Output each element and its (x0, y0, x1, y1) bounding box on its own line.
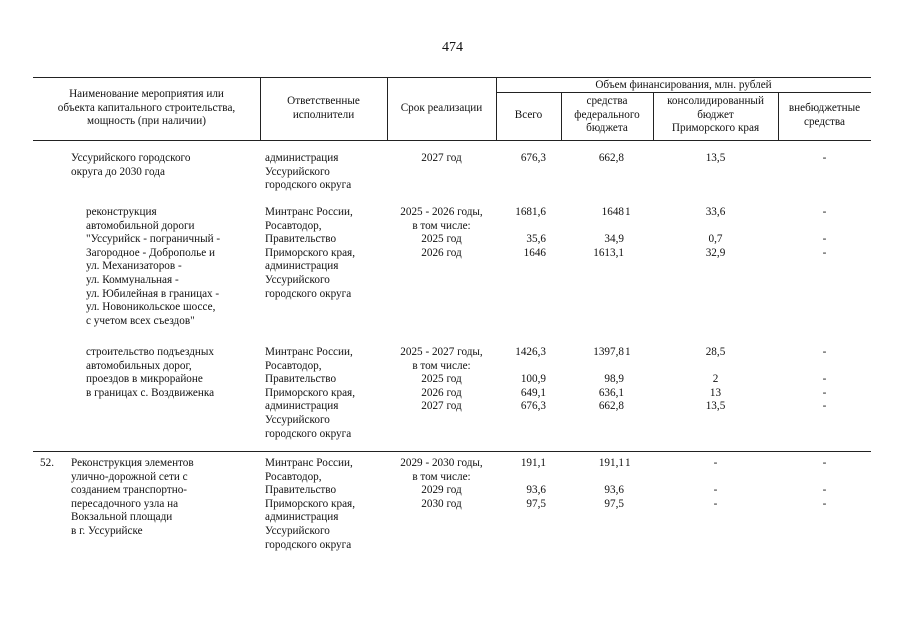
row-3-federal-footnote: 1 (625, 457, 631, 469)
row-2-name: строительство подъездных автомобильных дорог, проездов в микрорайоне в границах с. Воздвиженка (86, 346, 215, 399)
row-1-federal: 1648 34,9 1613,1 (593, 206, 624, 259)
row-2-extrabudget: - - - - (822, 346, 827, 413)
header-federal-column: средства федерального бюджета (574, 95, 640, 135)
header-extrabudget-column: внебюджетные средства (788, 102, 861, 128)
header-bottom-rule (33, 140, 871, 141)
header-financing-group: Объем финансирования, млн. рублей (595, 79, 772, 91)
row-1-federal-footnote: 1 (625, 206, 631, 218)
row-3-extrabudget: - - - (822, 457, 827, 510)
header-top-rule (33, 77, 871, 78)
row-1-extrabudget: - - - (822, 206, 827, 259)
header-total-column: Всего (514, 109, 543, 121)
row-2-federal-footnote: 1 (625, 346, 631, 358)
row-1-total: 1681,6 35,6 1646 (515, 206, 546, 259)
row-2-responsible: Минтранс России, Росавтодор, Правительство Приморского края, администрация Уссурийского городского округа (265, 346, 355, 440)
row-2-federal: 1397,8 98,9 636,1 662,8 (593, 346, 624, 413)
row-2-term: 2025 - 2027 годы, в том числе: 2025 год 2026 год 2027 год (400, 346, 483, 413)
row-0-total: 676,3 (520, 152, 546, 164)
row-1-responsible: Минтранс России, Росавтодор, Правительство Приморского края, администрация Уссурийского городского округа (265, 206, 355, 300)
row-0-federal: 662,8 (598, 152, 624, 164)
row-0-responsible: администрация Уссурийского городского округа (265, 152, 352, 192)
row-3-total: 191,1 93,6 97,5 (520, 457, 546, 510)
row-3-term: 2029 - 2030 годы, в том числе: 2029 год 2030 год (400, 457, 483, 510)
row-3-consolidated: - - - (713, 457, 718, 510)
row-3-number: 52. (40, 457, 54, 469)
header-consolidated-column: консолидированный бюджет Приморского края (667, 95, 764, 135)
row-0-consolidated: 13,5 (705, 152, 726, 164)
row-3-federal: 191,1 93,6 97,5 (598, 457, 624, 510)
row-1-consolidated: 33,6 0,7 32,9 (705, 206, 726, 259)
header-responsible-column: Ответственные исполнители (287, 95, 360, 121)
row-1-name: реконструкция автомобильной дороги "Уссурийск - пограничный - Загородное - Доброполье и ул. Механизаторов - ул. Коммунальная - ул. Юбилейная в границах - ул. Новоникольское шоссе, с учетом всех съездов" (86, 206, 221, 327)
row-0-name: Уссурийского городского округа до 2030 года (71, 152, 191, 178)
page-number: 474 (442, 40, 463, 55)
row-3-responsible: Минтранс России, Росавтодор, Правительство Приморского края, администрация Уссурийского городского округа (265, 457, 355, 551)
header-name-column: Наименование мероприятия или объекта капитального строительства, мощность (при наличии) (57, 88, 236, 128)
row-2-total: 1426,3 100,9 649,1 676,3 (515, 346, 546, 413)
row-1-term: 2025 - 2026 годы, в том числе: 2025 год 2026 год (400, 206, 483, 259)
row-0-term: 2027 год (421, 152, 462, 164)
header-term-column: Срок реализации (400, 102, 483, 114)
row-0-extrabudget: - (822, 152, 827, 164)
row-separator (33, 451, 871, 452)
row-2-consolidated: 28,5 2 13 13,5 (705, 346, 726, 413)
row-3-name: Реконструкция элементов улично-дорожной сети с созданием транспортно- пересадочного узла на Вокзальной площади в г. Уссурийске (71, 457, 194, 537)
